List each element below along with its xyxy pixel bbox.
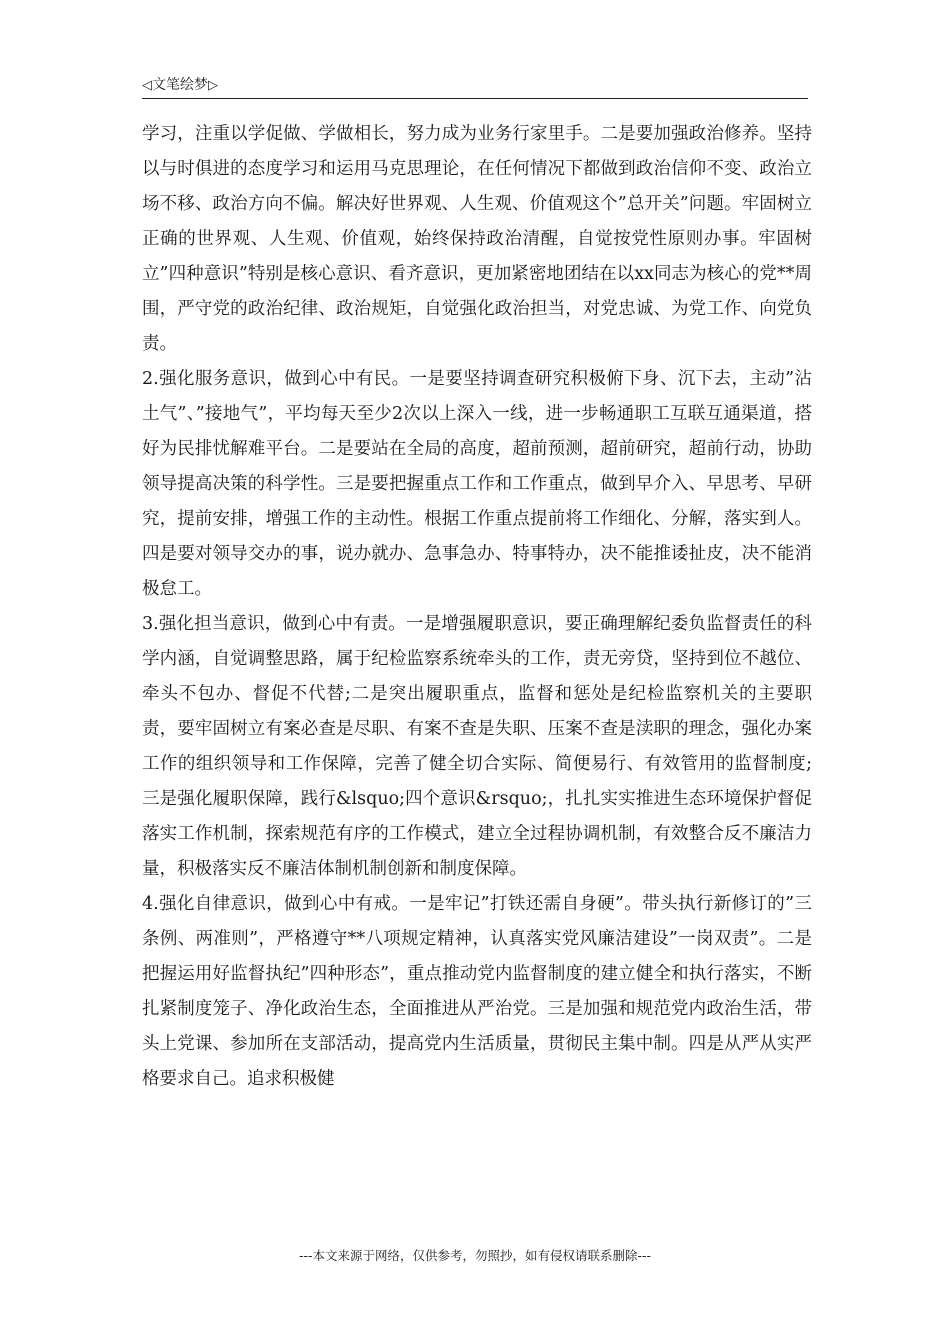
footer-notice: ---本文来源于网络，仅供参考，勿照抄，如有侵权请联系删除---: [298, 1248, 652, 1263]
paragraph-continuation: 学习，注重以学促做、学做相长，努力成为业务行家里手。二是要加强政治修养。坚持以与时俱进的态度学习和运用马克思理论，在任何情况下都做到政治信仰不变、政治立场不移、政治方向不偏。解决好世界观、人生观、价值观这个”总开关”问题。牢固树立正确的世界观、人生观、价值观，始终保持政治清醒，自觉按党性原则办事。牢固树立”四种意识”特别是核心意识、看齐意识，更加紧密地团结在以xx同志为核心的党**周围，严守党的政治纪律、政治规矩，自觉强化政治担当，对党忠诚、为党工作、向党负责。: [142, 124, 812, 354]
document-body: [142, 117, 812, 1097]
paragraph-responsibility-awareness: 3.强化担当意识，做到心中有责。一是增强履职意识，要正确理解纪委负监督责任的科学内涵，自觉调整思路，属于纪检监察系统牵头的工作，责无旁贷，坚持到位不越位、牵头不包办、督促不代替;二是突出履职重点，监督和惩处是纪检监察机关的主要职责，要牢固树立有案必查是尽职、有案不查是失职、压案不查是渎职的理念，强化办案工作的组织领导和工作保障，完善了健全切合实际、简便易行、有效管用的监督制度;三是强化履职保障，践行&lsquo;四个意识&rsquo;，扎扎实实推进生态环境保护督促落实工作机制，探索规范有序的工作模式，建立全过程协调机制，有效整合反不廉洁力量，积极落实反不廉洁体制机制创新和制度保障。: [142, 614, 812, 879]
left-triangle-icon: ◁: [142, 78, 152, 93]
paragraph-service-awareness: 2.强化服务意识，做到心中有民。一是要坚持调查研究积极俯下身、沉下去，主动”沾土气”、”接地气”，平均每天至少2次以上深入一线，进一步畅通职工互联互通渠道，搭好为民排忧解难平台。二是要站在全局的高度，超前预测，超前研究，超前行动，协助领导提高决策的科学性。三是要把握重点工作和工作重点，做到早介入、早思考、早研究，提前安排，增强工作的主动性。根据工作重点提前将工作细化、分解，落实到人。四是要对领导交办的事，说办就办、急事急办、特事特办，决不能推诿扯皮，决不能消极怠工。: [142, 369, 812, 599]
right-triangle-icon: ▷: [208, 78, 218, 93]
paragraph-self-discipline-awareness: 4.强化自律意识，做到心中有戒。一是牢记”打铁还需自身硬”。带头执行新修订的”三条例、两准则”，严格遵守**八项规定精神，认真落实党风廉洁建设”一岗双责”。二是把握运用好监督执纪”四种形态”，重点推动党内监督制度的建立健全和执行落实，不断扎紧制度笼子、净化政治生态，全面推进从严治党。三是加强和规范党内政治生活，带头上党课、参加所在支部活动，提高党内生活质量，贯彻民主集中制。四是从严从实严格要求自己。追求积极健: [142, 894, 812, 1089]
header-title: 文笔绘梦: [152, 77, 208, 93]
page-header: [142, 74, 808, 99]
